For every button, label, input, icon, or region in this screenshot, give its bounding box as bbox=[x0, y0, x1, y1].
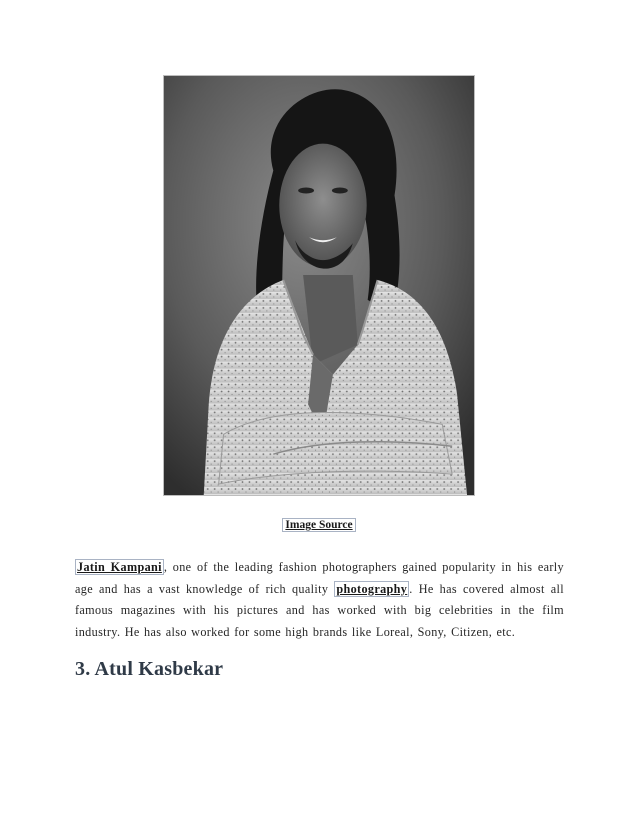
portrait-photo bbox=[163, 75, 475, 496]
photography-link[interactable]: photography bbox=[336, 581, 408, 596]
body-paragraph bbox=[75, 557, 564, 643]
paragraph-text-2: . He has covered almost all famous magazines with his pictures and has worked with big celebrities in the film industry. He has also worked for some high brands like Loreal, Sony, Citizen, etc. bbox=[75, 581, 564, 639]
image-source-link[interactable]: Image Source bbox=[282, 518, 355, 532]
image-caption bbox=[0, 519, 638, 531]
paragraph-text-1: , one of the leading fashion photographers gained popularity in his early age and has a vast knowledge of rich quality bbox=[75, 560, 564, 596]
section-heading: 3. Atul Kasbekar bbox=[75, 658, 224, 680]
jatin-kampani-link[interactable]: Jatin Kampani bbox=[77, 560, 162, 574]
